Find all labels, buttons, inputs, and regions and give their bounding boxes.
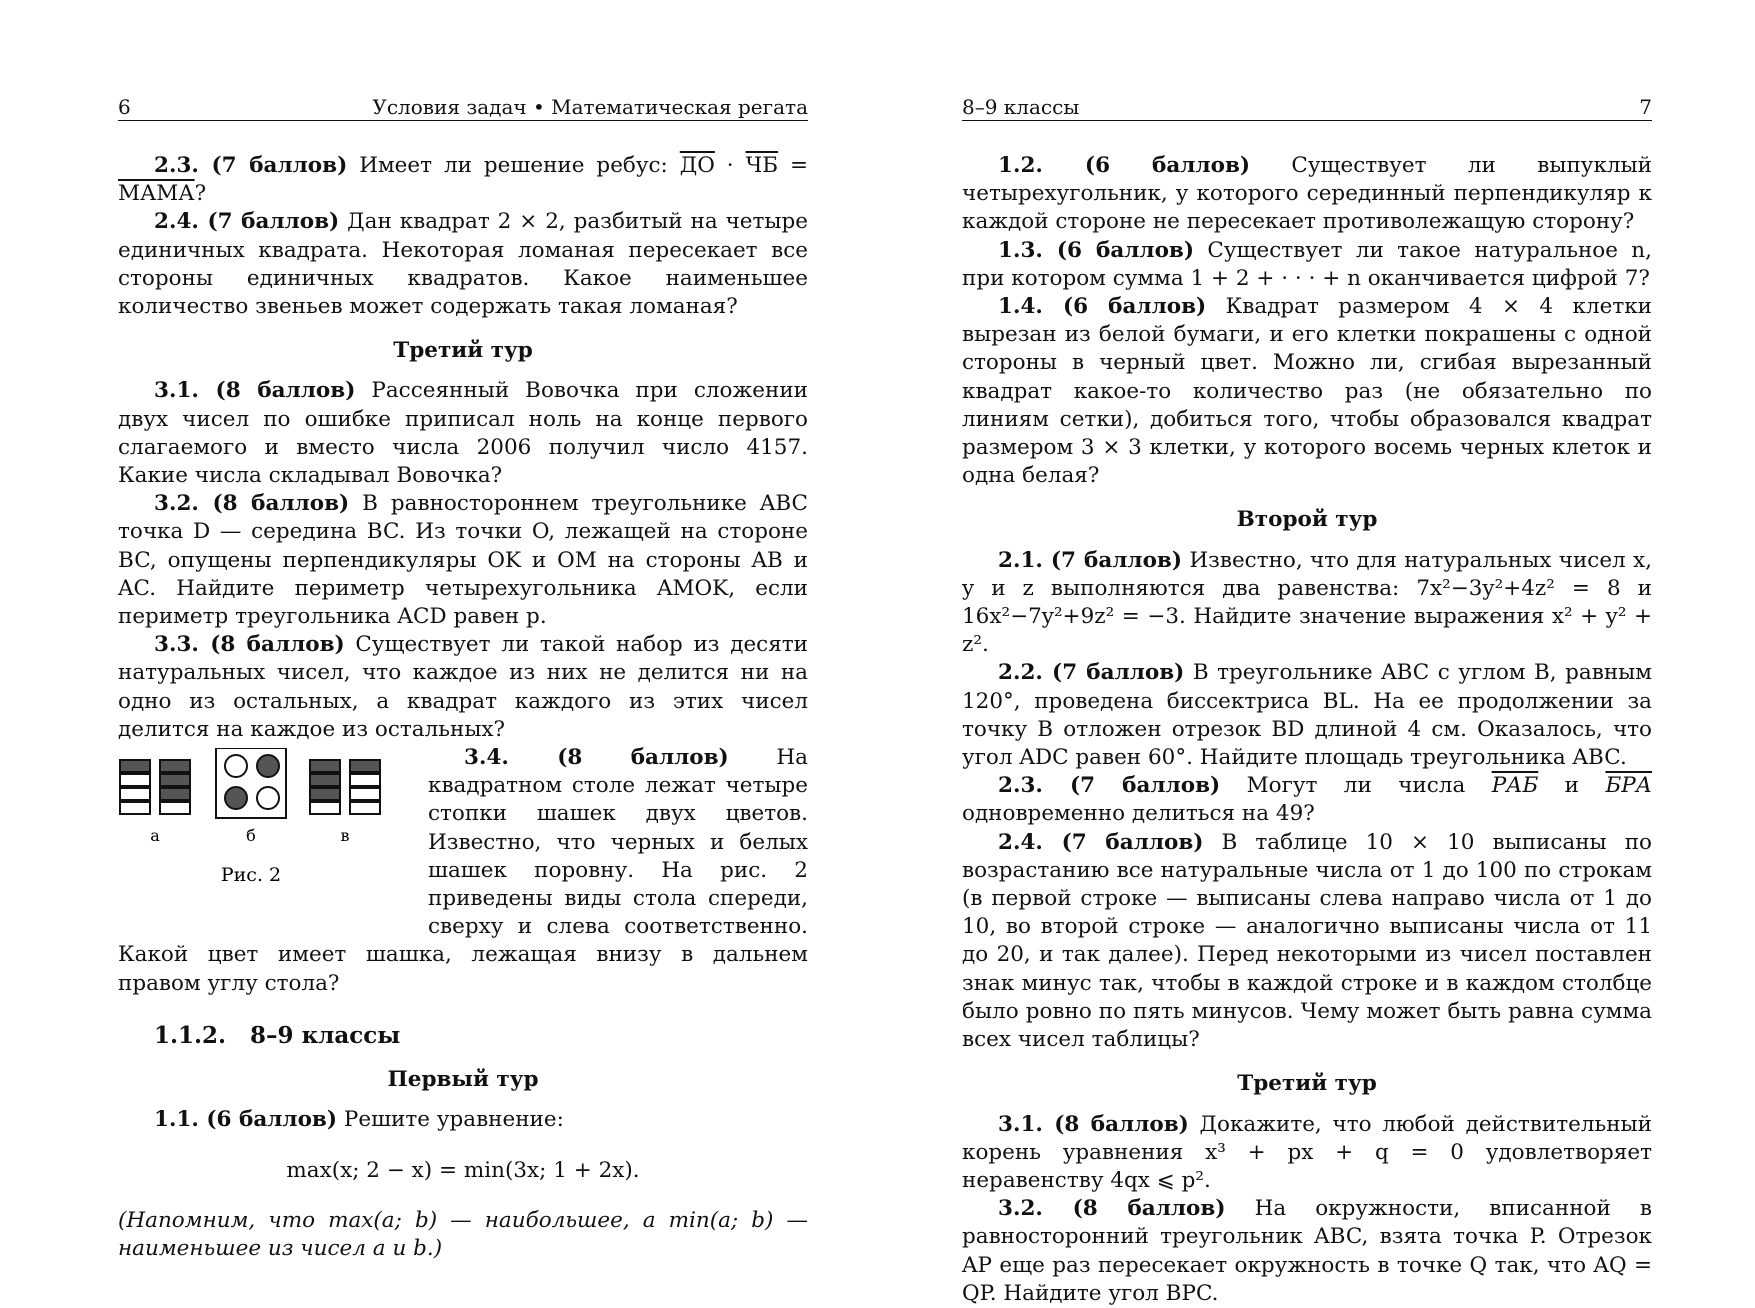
problem-1-3: 1.3. (6 баллов) Существует ли такое натуральное n, при котором сумма 1 + 2 + · · · + n оканчивается цифрой 7? [962, 237, 1652, 291]
left-page-body [118, 152, 808, 1263]
problem-2-1: 2.1. (7 баллов) Известно, что для натуральных чисел x, y и z выполняются два равенства: 7x²−3y²+4z² = 8 и 16x²−7y²+9z² = −3. Найдите значение выражения x² + y² + z². [962, 547, 1652, 658]
right-running-head [962, 94, 1652, 121]
reminder-note: (Напомним, что max(a; b) — наибольшее, а min(a; b) — наименьшее из чисел a и b.) [118, 1207, 808, 1261]
problem-1-2: 1.2. (6 баллов) Существует ли выпуклый четырехугольник, у которого серединный перпендикуляр к каждой стороне не пересекает противолежащую сторону? [962, 153, 1652, 235]
problem-3-3: 3.3. (8 баллов) Существует ли такой набор из десяти натуральных чисел, что каждое из них не делится ни на одно из остальных, а квадрат каждого из этих чисел делится на каждое из остальных? [118, 632, 808, 742]
figure-2-drawing [116, 748, 416, 936]
figure-label-a: а [150, 826, 160, 846]
rebus-word-3: МАМА [118, 181, 195, 207]
right-page-number: 7 [1639, 95, 1652, 119]
view-front [120, 760, 190, 814]
problem-2-2: 2.2. (7 баллов) В треугольнике ABC с углом B, равным 120°, проведена биссектриса BL. На ее продолжении за точку B отложен отрезок BD длиной 4 см. Оказалось, что угол ADC равен 60°. Найдите площадь треугольника ABC. [962, 660, 1652, 771]
problem-2-3: 2.3. (7 баллов) Имеет ли решение ребус: ДО · ЧБ = МАМА? [118, 153, 808, 207]
problem-1-4: 1.4. (6 баллов) Квадрат размером 4 × 4 клетки вырезан из белой бумаги, и его клетки покрашены с одной стороны в черный цвет. Можно ли, сгибая вырезанный квадрат какое-то количество раз (не обязательно по линиям сетки), добиться того, чтобы образовался квадрат размером 3 × 3 клетки, у которого восемь черных клеток и одна белая? [962, 294, 1652, 489]
section-heading: 1.1.2. 8–9 классы [154, 1021, 401, 1049]
view-top [216, 748, 286, 818]
left-running-title: Условия задач • Математическая регата [372, 95, 808, 119]
equation: max(x; 2 − x) = min(3x; 1 + 2x). [286, 1157, 640, 1183]
problem-2-4: 2.4. (7 баллов) Дан квадрат 2 × 2, разбитый на четыре единичных квадрата. Некоторая ломаная пересекает все стороны единичных квадратов. Какое наименьшее количество звеньев может содержать такая ломаная? [118, 209, 808, 320]
tour-heading-second: Второй тур [1236, 507, 1378, 533]
right-page-body [962, 152, 1652, 1308]
view-side [310, 760, 380, 814]
rebus-word-1: ДО [679, 153, 715, 178]
problem-1-1: 1.1. (6 баллов) Решите уравнение: [154, 1107, 564, 1133]
tour-heading-third-right: Третий тур [1237, 1071, 1377, 1097]
number-bra: БРА [1605, 773, 1652, 799]
problem-3-1: 3.1. (8 баллов) Рассеянный Вовочка при сложении двух чисел по ошибке приписал ноль на конце первого слагаемого и вместо числа 2006 получил число 4157. Какие числа складывал Вовочка? [118, 378, 808, 489]
tour-heading-third: Третий тур [393, 338, 533, 364]
rebus-word-2: ЧБ [745, 153, 779, 178]
figure-label-c: в [340, 826, 350, 846]
problem-3-4: 3.4. (8 баллов) На квадратном столе лежат четыре стопки шашек двух цветов. Известно, что черных и белых шашек поровну. На рис. 2 приведены виды стола спереди, сверху и слева соответственно. Какой цвет имеет шашка, лежащая внизу в дальнем правом углу стола? [118, 745, 808, 996]
left-running-head [118, 94, 808, 121]
problem-2-4-right: 2.4. (7 баллов) В таблице 10 × 10 выписаны по возрастанию все натуральные числа от 1 до 100 по строкам (в первой строке — выписаны слева направо числа от 1 до 10, во второй строке — аналогично выписаны числа от 11 до 20, и так далее). Перед некоторыми из чисел поставлен знак минус так, чтобы в каждой строке и в каждом столбце было ровно по пять минусов. Чему может быть равна сумма всех чисел таблицы? [962, 829, 1652, 1053]
figure-2 [116, 748, 416, 936]
problem-3-2: 3.2. (8 баллов) В равностороннем треугольнике ABC точка D — середина BC. Из точки O, лежащей на стороне BC, опущены перпендикуляры OK и OM на стороны AB и AC. Найдите периметр четырехугольника AMOK, если периметр треугольника ACD равен p. [118, 491, 808, 630]
left-page-number: 6 [118, 95, 131, 119]
figure-caption: Рис. 2 [220, 864, 282, 887]
number-rab: РАБ [1491, 773, 1539, 799]
problem-3-1-right: 3.1. (8 баллов) Докажите, что любой действительный корень уравнения x³ + px + q = 0 удовлетворяет неравенству 4qx ⩽ p². [962, 1111, 1652, 1193]
problem-3-2-right: 3.2. (8 баллов) На окружности, вписанной в равносторонний треугольник ABC, взята точка P. Отрезок AP еще раз пересекает окружность в точке Q так, что AQ = QP. Найдите угол BPC. [962, 1196, 1652, 1306]
tour-heading-first: Первый тур [387, 1067, 539, 1093]
right-running-title: 8–9 классы [962, 95, 1080, 119]
figure-label-b: б [246, 826, 256, 846]
problem-2-3-right: 2.3. (7 баллов) Могут ли числа РАБ и БРА одновременно делиться на 49? [962, 773, 1652, 827]
